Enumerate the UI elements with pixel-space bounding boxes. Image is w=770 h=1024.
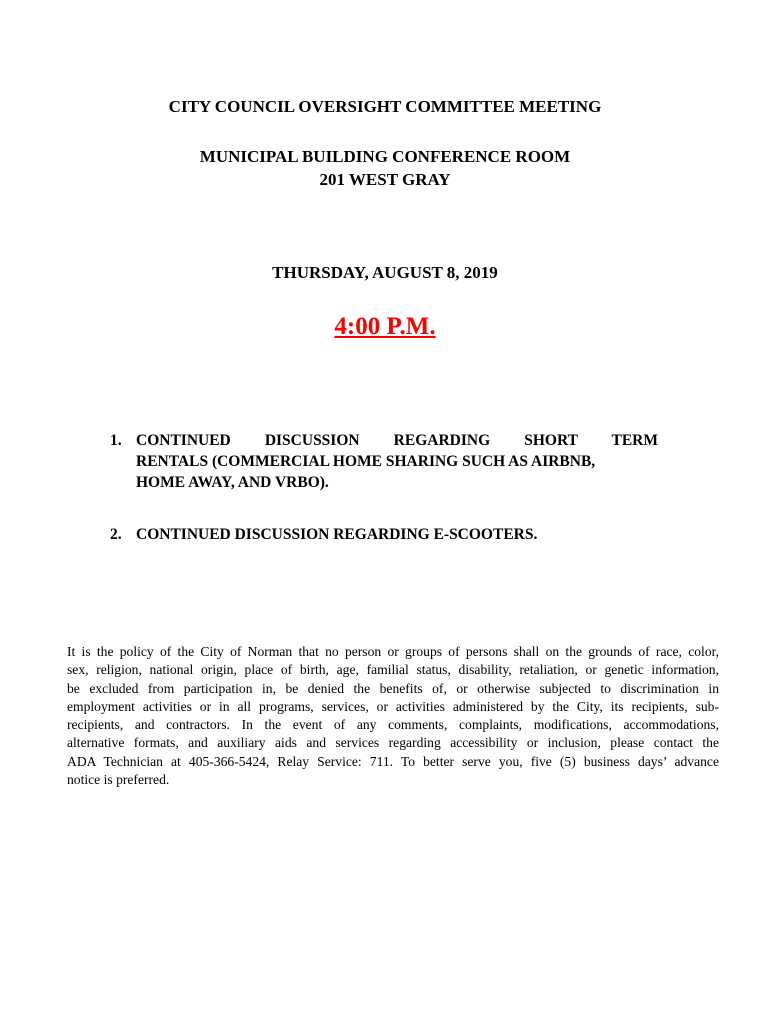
meeting-title: CITY COUNCIL OVERSIGHT COMMITTEE MEETING [168, 97, 602, 116]
policy-line: employment activities or in all programs, services, or activities administered by the City, its recipients, sub- [67, 698, 719, 714]
policy-line: alternative formats, and auxiliary aids and services regarding accessibility or inclusion, please contact the [67, 735, 719, 751]
agenda-item-line: RENTALS (COMMERCIAL HOME SHARING SUCH AS AIRBNB, [136, 453, 596, 470]
meeting-venue: MUNICIPAL BUILDING CONFERENCE ROOM [199, 147, 571, 166]
meeting-time: 4:00 P.M. [334, 313, 436, 340]
non-discrimination-policy [67, 643, 719, 789]
policy-line: recipients, and contractors. In the event of any comments, complaints, modifications, accommodations, [67, 717, 719, 733]
agenda-item-text [136, 524, 658, 545]
policy-line: It is the policy of the City of Norman that no person or groups of persons shall on the grounds of race, color, [67, 644, 719, 659]
policy-line: be excluded from participation in, be denied the benefits of, or otherwise subjected to discrimination in [67, 680, 719, 696]
agenda-item [110, 430, 658, 493]
agenda-item-line: CONTINUED DISCUSSION REGARDING E-SCOOTERS. [136, 526, 538, 543]
agenda-item-text [136, 430, 658, 493]
policy-line: notice is preferred. [67, 772, 170, 788]
agenda-item-number: 2. [110, 526, 122, 543]
meeting-address: 201 WEST GRAY [319, 170, 451, 189]
meeting-date: THURSDAY, AUGUST 8, 2019 [272, 263, 498, 282]
agenda-item-line: HOME AWAY, AND VRBO). [136, 474, 329, 491]
agenda-item [110, 524, 658, 545]
policy-line: ADA Technician at 405-366-5424, Relay Service: 711. To better serve you, five (5) business days’ advance [67, 753, 719, 769]
agenda-item-line: CONTINUED DISCUSSION REGARDING SHORT TERM [136, 432, 658, 449]
agenda-item-number: 1. [110, 432, 122, 449]
policy-line: sex, religion, national origin, place of birth, age, familial status, disability, retaliation, or genetic information, [67, 662, 719, 678]
